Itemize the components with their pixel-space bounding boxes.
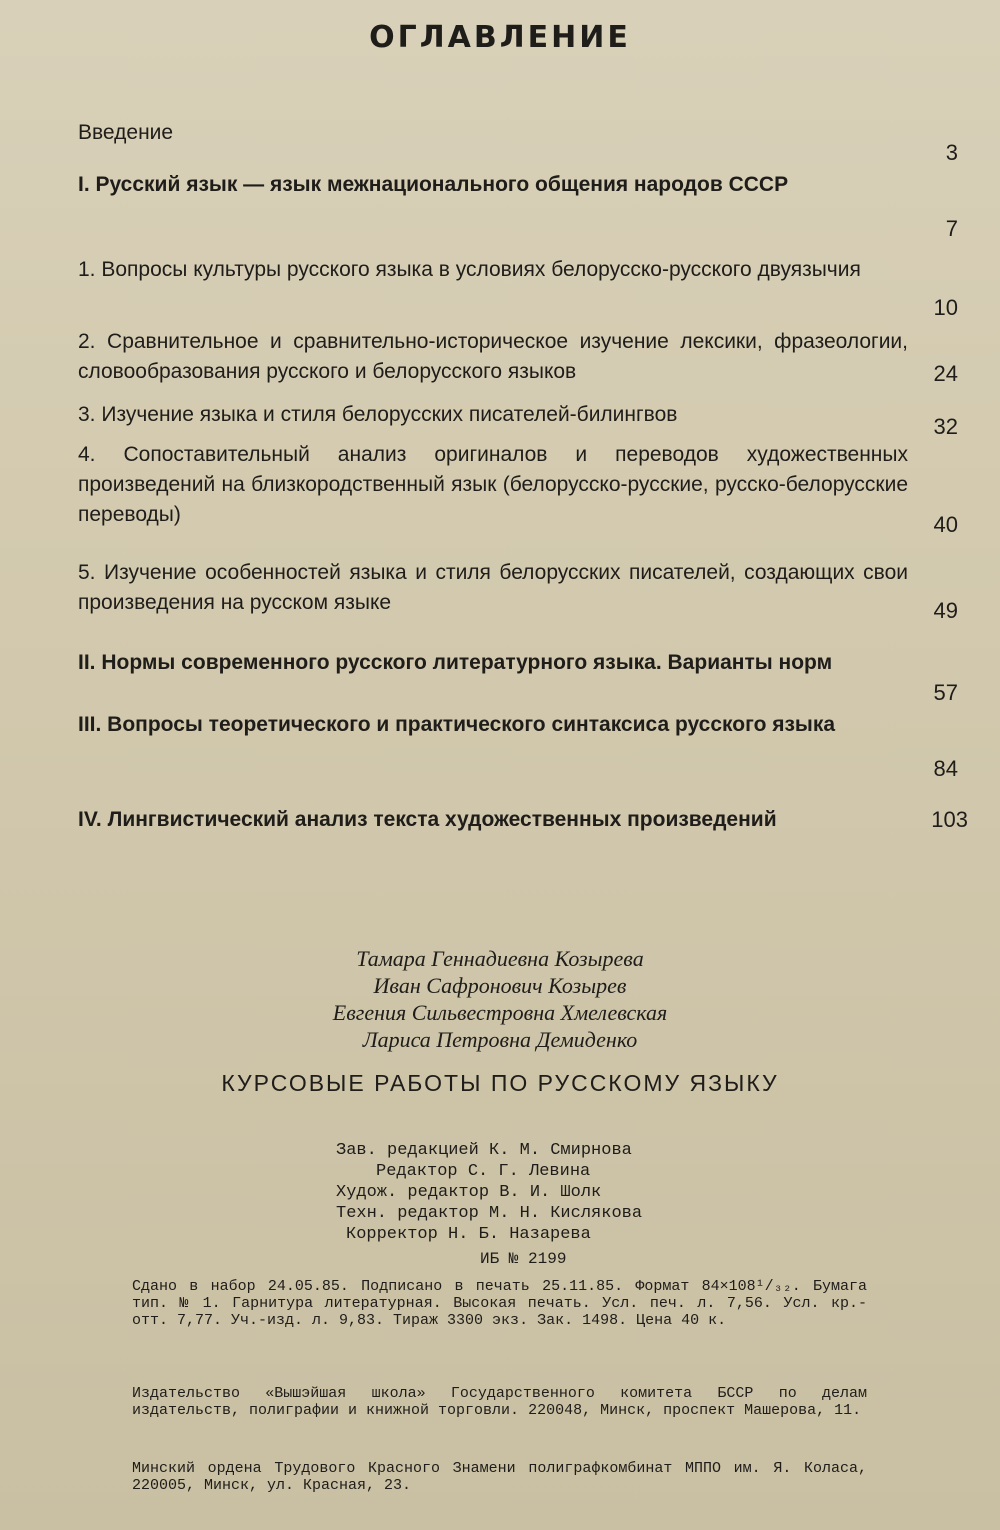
page-title: ОГЛАВЛЕНИЕ	[369, 20, 631, 55]
toc-entry-page: 103	[931, 807, 968, 832]
toc-entry-page: 49	[933, 598, 958, 623]
author-name: Лариса Петровна Демиденко	[362, 1027, 638, 1052]
toc-entry-text: II. Нормы современного русского литературного языка. Варианты норм	[78, 651, 833, 674]
staff-line: Техн. редактор М. Н. Кислякова	[336, 1204, 643, 1223]
toc-entry-page: 32	[933, 414, 958, 439]
toc-entry-page: 57	[933, 680, 958, 705]
toc-entry-text: III. Вопросы теоретического и практического синтаксиса русского языка	[78, 713, 836, 736]
printer-info: Минский ордена Трудового Красного Знамени полиграфкомбинат МППО им. Я. Коласа, 220005, Минск, ул. Красная, 23.	[132, 1460, 867, 1494]
publisher-info: Издательство «Вышэйшая школа» Государственного комитета БССР по делам издательств, полиграфии и книжной торговли. 220048, Минск, проспект Машерова, 11.	[132, 1385, 867, 1419]
ib-number: ИБ № 2199	[480, 1250, 567, 1268]
toc-entry-page: 10	[933, 295, 958, 320]
author-name: Евгения Сильвестровна Хмелевская	[332, 1000, 668, 1025]
staff-line: Редактор С. Г. Левина	[376, 1162, 591, 1181]
toc-entry-text: IV. Лингвистический анализ текста художественных произведений	[78, 808, 777, 831]
staff-line: Худож. редактор В. И. Шолк	[336, 1183, 602, 1202]
toc-entry-text: 3. Изучение языка и стиля белорусских писателей-билингвов	[78, 403, 678, 426]
book-title: КУРСОВЫЕ РАБОТЫ ПО РУССКОМУ ЯЗЫКУ	[221, 1070, 779, 1096]
staff-line: Корректор Н. Б. Назарева	[346, 1225, 591, 1244]
print-details: Сдано в набор 24.05.85. Подписано в печать 25.11.85. Формат 84×108¹/₃₂. Бумага тип. № 1. Гарнитура литературная. Высокая печать. Усл. печ. л. 7,56. Усл. кр.-отт. 7,77. Уч.-изд. л. 9,83. Тираж 3300 экз. Зак. 1498. Цена 40 к.	[132, 1278, 867, 1329]
editorial-staff	[336, 1140, 736, 1245]
toc-entry-page: 7	[945, 216, 958, 241]
staff-line: Зав. редакцией К. М. Смирнова	[336, 1141, 632, 1160]
toc-entry-page: 24	[933, 361, 958, 386]
toc-entry-text: I. Русский язык — язык межнационального общения народов СССР	[78, 173, 789, 196]
toc-entry-text: 1. Вопросы культуры русского языка в условиях белорусско-русского двуязычия	[78, 258, 861, 281]
toc-entry-page: 3	[945, 140, 958, 165]
toc-entry-text: Введение	[78, 121, 174, 144]
author-name: Иван Сафронович Козырев	[373, 973, 627, 998]
toc-entry-page: 40	[933, 512, 958, 537]
toc-entry-text: 2. Сравнительное и сравнительно-историческое изучение лексики, фразеологии, словообразования русского и белорусского языков	[78, 330, 908, 383]
authors-list	[0, 945, 1000, 1053]
toc-entry-page: 84	[933, 756, 958, 781]
author-name: Тамара Геннадиевна Козырева	[356, 946, 644, 971]
toc-entry-text: 5. Изучение особенностей языка и стиля белорусских писателей, создающих свои произведения на русском языке	[78, 561, 908, 614]
toc-entry-text: 4. Сопоставительный анализ оригиналов и переводов художественных произведений на близкородственный язык (белорусско-русские, русско-белорусские переводы)	[78, 443, 908, 526]
